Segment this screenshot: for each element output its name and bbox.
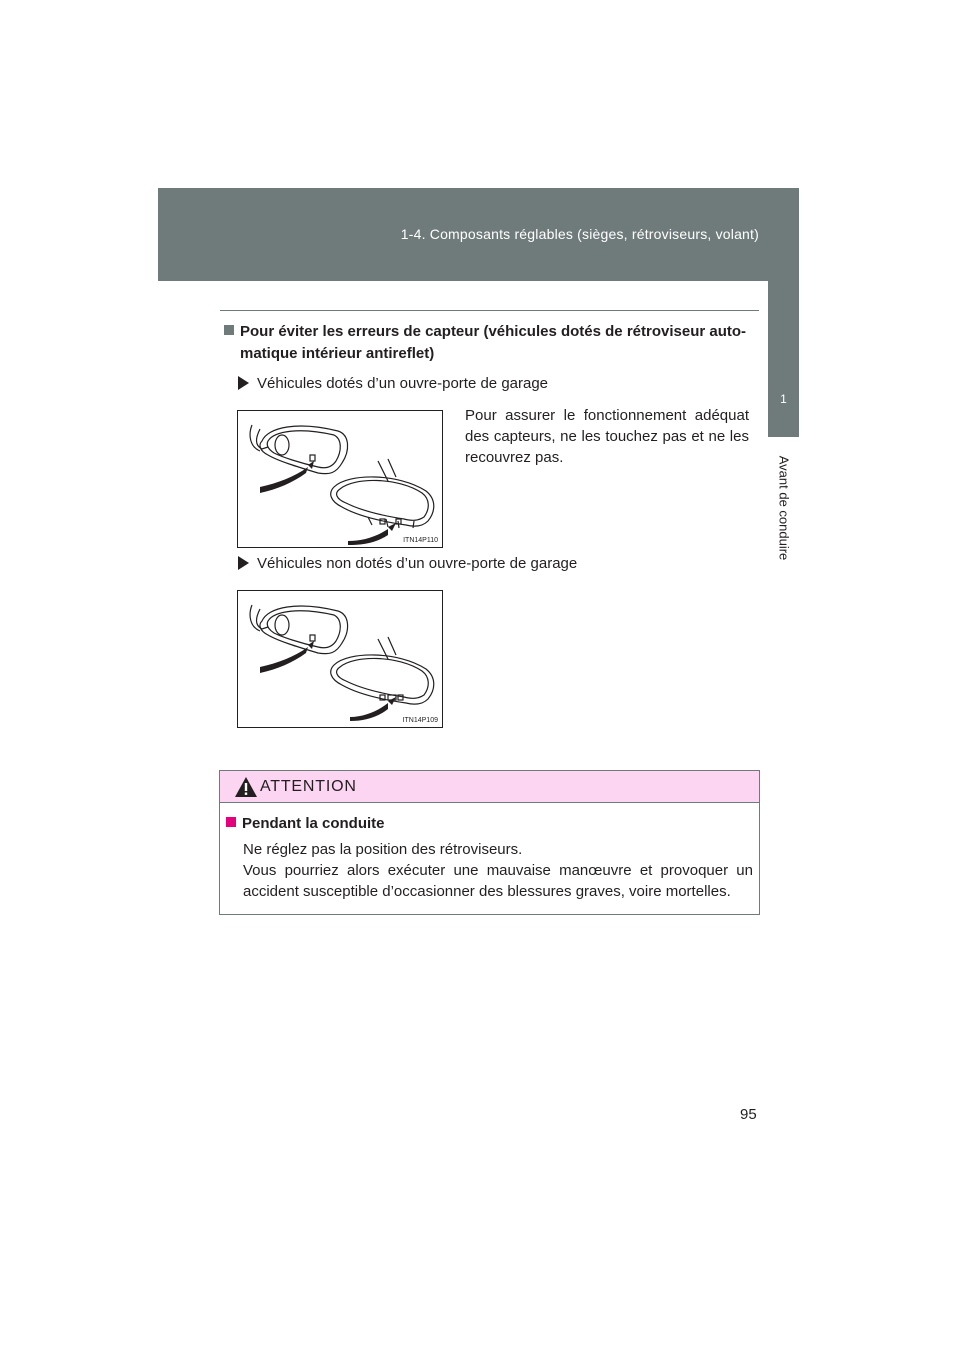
heading-line-1: Pour éviter les erreurs de capteur (véhicules dotés de rétroviseur auto-	[240, 323, 747, 340]
mirror-figure-without-garage-opener	[237, 590, 443, 728]
bullet-text: Véhicules dotés d’un ouvre-porte de garage	[257, 375, 549, 392]
warning-subheading	[226, 815, 385, 832]
chapter-tab	[768, 281, 799, 437]
square-bullet-icon	[224, 325, 234, 335]
warning-line: Vous pourriez alors exécuter une mauvaise manœuvre et provoquer un	[243, 862, 753, 879]
section-heading	[224, 321, 759, 365]
mirror-figure-with-garage-opener	[237, 410, 443, 548]
header-band	[158, 188, 799, 281]
triangle-bullet-icon	[238, 376, 249, 390]
square-bullet-icon	[226, 817, 236, 827]
warning-line: Ne réglez pas la position des rétroviseurs.	[243, 841, 523, 858]
warning-subheading-text: Pendant la conduite	[242, 815, 385, 832]
section-title: 1-4. Composants réglables (sièges, rétroviseurs, volant)	[400, 226, 759, 242]
bullet-text: Véhicules non dotés d’un ouvre-porte de garage	[257, 555, 578, 572]
rearview-mirror-illustration	[238, 591, 444, 729]
page-number: 95	[740, 1106, 757, 1123]
chapter-label	[768, 448, 799, 568]
triangle-bullet-icon	[238, 556, 249, 570]
figure-code: ITN14P110	[403, 537, 438, 544]
warning-title: ATTENTION	[260, 778, 357, 795]
rearview-mirror-illustration	[238, 411, 444, 549]
bullet-item	[238, 374, 548, 394]
heading-line-2: matique intérieur antireflet)	[240, 345, 435, 362]
warning-triangle-icon	[234, 776, 258, 798]
chapter-label-text: Avant de conduire	[776, 455, 791, 561]
figure-code: ITN14P109	[402, 717, 438, 724]
section-divider	[220, 310, 759, 311]
chapter-number: 1	[780, 392, 787, 406]
warning-header	[220, 771, 759, 803]
warning-body	[243, 839, 753, 902]
sensor-instruction-paragraph: Pour assurer le fonctionnement adéquat des capteurs, ne les touchez pas et ne les recouvrez pas.	[465, 407, 749, 466]
warning-box	[219, 770, 760, 915]
warning-line: accident susceptible d’occasionner des blessures graves, voire mortelles.	[243, 883, 731, 900]
bullet-item	[238, 554, 577, 574]
